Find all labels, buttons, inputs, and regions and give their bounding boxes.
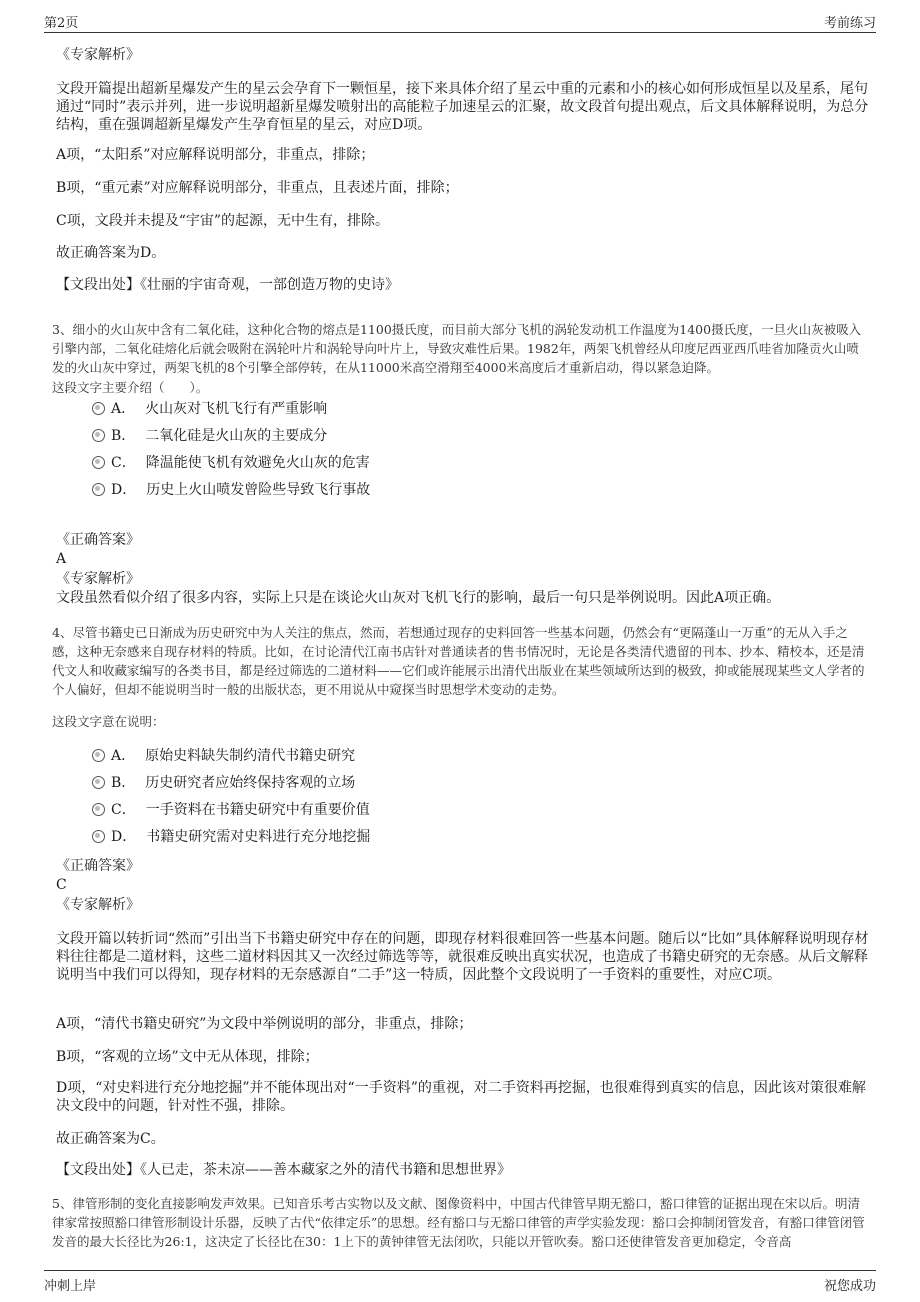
question-3-option-a[interactable]: A． 火山灰对飞机飞行有严重影响 [92,399,327,419]
question-4-stem: 4、尽管书籍史已日渐成为历史研究中为人关注的焦点，然而，若想通过现存的史料回答一些基本问题，仍然会有“更隔蓬山一万重”的无从入手之感，这种无奈感来自现存材料的特质。比如，在讨论清代江南书店针对普通读者的售书情况时，无论是各类清代遗留的刊本、抄本、精校本，还是清代文人和收藏家编写的各类书目，都是经过筛选的二道材料——它们或许能展示出清代出版业在某些领域所达到的极致，抑或能展现某些文人学者的个人偏好，但却不能说明当时一般的出版状态，更不用说从中窥探当时思想学术变动的走势。 [52,625,865,697]
correct-answer-label: 《正确答案》 [56,532,140,548]
question-4-option-d[interactable]: D． 书籍史研究需对史料进行充分地挖掘 [92,827,370,847]
question-4-option-a[interactable]: A． 原始史料缺失制约清代书籍史研究 [92,746,355,766]
option-a-analysis: A项，“太阳系”对应解释说明部分，非重点，排除； [56,147,375,163]
analysis-paragraph: 文段虽然看似介绍了很多内容，实际上只是在谈论火山灰对飞机飞行的影响，最后一句只是举例说明。因此A项正确。 [56,590,781,606]
radio-icon[interactable] [92,749,105,762]
option-a-analysis: A项，“清代书籍史研究”为文段中举例说明的部分，非重点，排除； [56,1016,473,1032]
radio-icon[interactable] [92,429,105,442]
correct-answer-statement: 故正确答案为C。 [56,1131,165,1147]
correct-answer-value: C [56,877,67,893]
page-number: 第2页 [44,16,79,31]
correct-answer-label: 《正确答案》 [56,858,140,874]
page-footer [44,1270,876,1294]
question-3-option-b[interactable]: B． 二氧化硅是火山灰的主要成分 [92,426,327,446]
question-3-stem: 3、细小的火山灰中含有二氧化硅，这种化合物的熔点是1100摄氏度，而目前大部分飞机的涡轮发动机工作温度为1400摄氏度，一旦火山灰被吸入引擎内部，二氧化硅熔化后就会吸附在涡轮叶片和涡轮导向叶片上，导致灾难性后果。1982年，两架飞机曾经从印度尼西亚西爪哇省加隆贡火山喷发的火山灰中穿过，两架飞机的8个引擎全部停转，在从11000米高空滑翔至4000米高度后才重新启动，得以紧急迫降。 [52,322,862,375]
option-b-analysis: B项，“重元素”对应解释说明部分，非重点，且表述片面，排除； [56,180,459,196]
correct-answer-value: A [56,551,67,567]
expert-analysis-label: 《专家解析》 [56,897,140,913]
radio-icon[interactable] [92,803,105,816]
radio-icon[interactable] [92,483,105,496]
expert-analysis-label: 《专家解析》 [56,47,140,63]
question-4-prompt: 这段文字意在说明： [52,714,165,729]
question-3-option-d[interactable]: D． 历史上火山喷发曾险些导致飞行事故 [92,480,370,500]
radio-icon[interactable] [92,402,105,415]
analysis-paragraph: 文段开篇以转折词“然而”引出当下书籍史研究中存在的问题，即现存材料很难回答一些基本问题。随后以“比如”具体解释说明现存材料往往都是二道材料，这些二道材料因其又一次经过筛选等等，就很难反映出真实状况，也造成了书籍史研究的无奈感。从后文解释说明当中我们可以得知，现存材料的无奈感源自“二手”这一特质，因此整个文段说明了一手资料的重要性，对应C项。 [56,931,869,983]
header-title: 考前练习 [823,16,876,31]
option-b-analysis: B项，“客观的立场”文中无从体现，排除； [56,1049,319,1065]
radio-icon[interactable] [92,776,105,789]
option-d-analysis: D项，“对史料进行充分地挖掘”并不能体现出对“一手资料”的重视，对二手资料再挖掘，也很难得到真实的信息，因此该对策很难解决文段中的问题，针对性不强，排除。 [56,1080,866,1114]
radio-icon[interactable] [92,456,105,469]
passage-source: 【文段出处】《壮丽的宇宙奇观，一部创造万物的史诗》 [56,277,399,293]
question-3-prompt: 这段文字主要介绍（ ）。 [52,380,209,395]
question-5-stem: 5、律管形制的变化直接影响发声效果。已知音乐考古实物以及文献、图像资料中，中国古代律管早期无豁口，豁口律管的证据出现在宋以后。明清律家常按照豁口律管形制设计乐器，反映了古代“依律定乐”的思想。经有豁口与无豁口律管的声学实验发现：豁口会抑制闭管发音，有豁口律管闭管发音的最大长径比为26:1，这决定了长径比在30：1上下的黄钟律管无法闭吹，只能以开管吹奏。豁口还使律管发音更加稳定，令音高 [52,1196,865,1249]
footer-left-text: 冲刺上岸 [44,1279,97,1294]
analysis-paragraph: 文段开篇提出超新星爆发产生的星云会孕育下一颗恒星，接下来具体介绍了星云中重的元素和小的核心如何形成恒星以及星系，尾句通过“同时”表示并列，进一步说明超新星爆发喷射出的高能粒子加速星云的汇聚，故文段首句提出观点，后文具体解释说明，为总分结构，重在强调超新星爆发产生孕育恒星的星云，对应D项。 [56,81,869,133]
radio-icon[interactable] [92,830,105,843]
expert-analysis-label: 《专家解析》 [56,571,140,587]
page-header [44,10,876,33]
question-4-option-c[interactable]: C． 一手资料在书籍史研究中有重要价值 [92,800,370,820]
correct-answer-statement: 故正确答案为D。 [56,245,166,261]
question-4-option-b[interactable]: B． 历史研究者应始终保持客观的立场 [92,773,355,793]
option-c-analysis: C项，文段并未提及“宇宙”的起源，无中生有，排除。 [56,213,390,229]
footer-right-text: 祝您成功 [823,1279,876,1294]
passage-source: 【文段出处】《人已走，茶未凉——善本藏家之外的清代书籍和思想世界》 [56,1162,511,1178]
question-3-option-c[interactable]: C． 降温能使飞机有效避免火山灰的危害 [92,453,370,473]
